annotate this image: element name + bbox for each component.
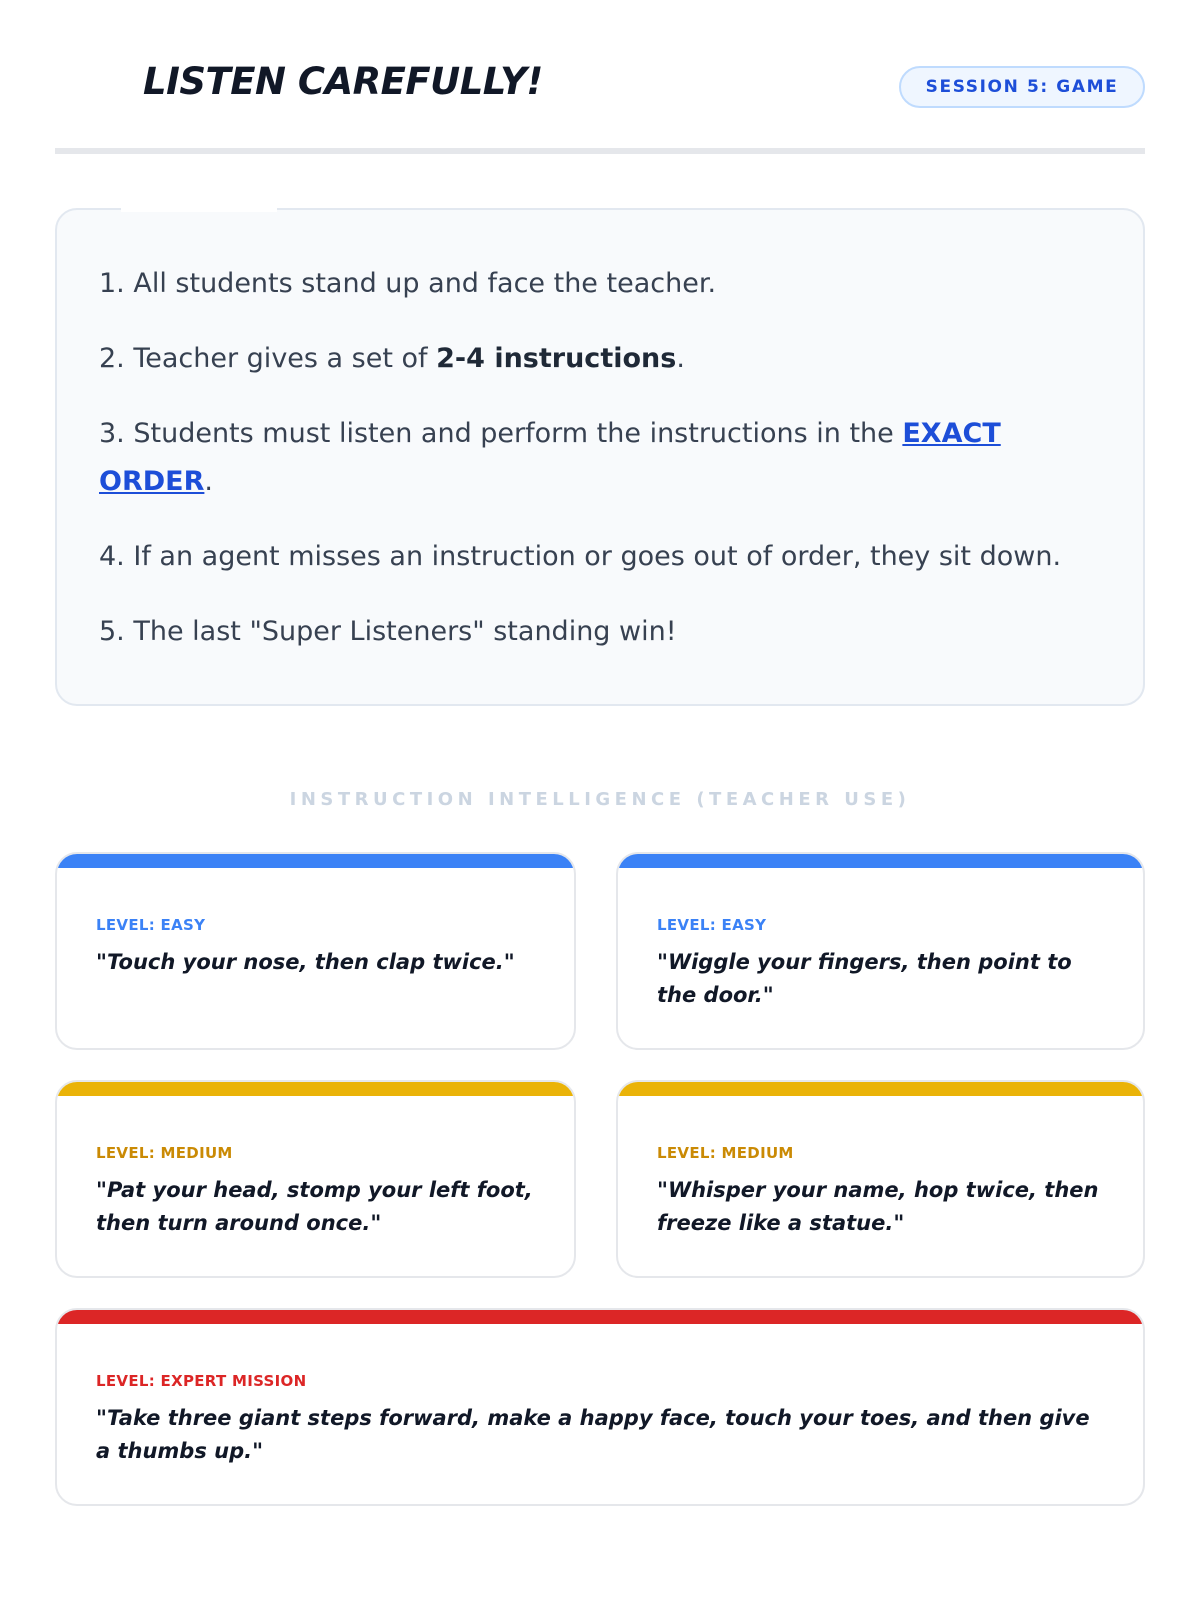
rule-item-2 xyxy=(99,335,1099,383)
rule-text: All students stand up and face the teacher. xyxy=(133,268,717,299)
rule-text-end: . xyxy=(204,466,213,497)
rule-item-4 xyxy=(99,533,1099,581)
level-color-bar xyxy=(57,1310,1143,1324)
instruction-card-expert xyxy=(55,1308,1145,1506)
level-color-bar xyxy=(618,1082,1143,1096)
rule-text: Teacher gives a set of xyxy=(133,343,437,374)
rule-text: Students must listen and perform the instructions in the xyxy=(133,418,903,449)
rule-emphasis: 2-4 instructions xyxy=(436,343,677,374)
instruction-quote: "Wiggle your fingers, then point to the door." xyxy=(657,950,1072,1007)
rule-number: 4. xyxy=(99,541,125,572)
rule-item-5 xyxy=(99,608,1099,656)
rules-legend: MISSION RULES xyxy=(121,202,277,212)
session-badge: SESSION 5: GAME xyxy=(899,66,1145,108)
level-label: LEVEL: MEDIUM xyxy=(96,1144,233,1162)
level-color-bar xyxy=(57,854,574,868)
level-label: LEVEL: EASY xyxy=(96,916,206,934)
instruction-quote: "Touch your nose, then clap twice." xyxy=(96,950,515,974)
instruction-card-easy-2 xyxy=(616,852,1145,1050)
level-color-bar xyxy=(618,854,1143,868)
rules-card xyxy=(55,202,1145,706)
rule-item-1 xyxy=(99,260,1099,308)
rule-number: 1. xyxy=(99,268,125,299)
instruction-quote: "Pat your head, stomp your left foot, then turn around once." xyxy=(96,1178,533,1235)
instruction-quote: "Take three giant steps forward, make a happy face, touch your toes, and then give a thumbs up." xyxy=(96,1406,1090,1463)
rule-text-end: . xyxy=(676,343,685,374)
header xyxy=(55,0,1145,155)
exact-order-link[interactable]: EXACT ORDER xyxy=(99,418,1001,497)
rule-number: 5. xyxy=(99,616,125,647)
rule-text: The last "Super Listeners" standing win! xyxy=(133,616,677,647)
level-label: LEVEL: EASY xyxy=(657,916,767,934)
rule-number: 3. xyxy=(99,418,125,449)
instruction-card-medium-2 xyxy=(616,1080,1145,1278)
header-divider xyxy=(55,148,1145,154)
instruction-quote: "Whisper your name, hop twice, then freeze like a statue." xyxy=(657,1178,1099,1235)
rule-item-3 xyxy=(99,410,1099,506)
rule-text: If an agent misses an instruction or goes out of order, they sit down. xyxy=(133,541,1062,572)
level-label: LEVEL: MEDIUM xyxy=(657,1144,794,1162)
section-heading: INSTRUCTION INTELLIGENCE (TEACHER USE) xyxy=(289,789,911,810)
instruction-card-medium-1 xyxy=(55,1080,576,1278)
level-label: LEVEL: EXPERT MISSION xyxy=(96,1372,307,1390)
level-color-bar xyxy=(57,1082,574,1096)
rule-number: 2. xyxy=(99,343,125,374)
page xyxy=(55,0,1145,1463)
page-title: LISTEN CAREFULLY! xyxy=(143,60,543,103)
instruction-card-easy-1 xyxy=(55,852,576,1050)
rules-list xyxy=(99,260,1099,683)
